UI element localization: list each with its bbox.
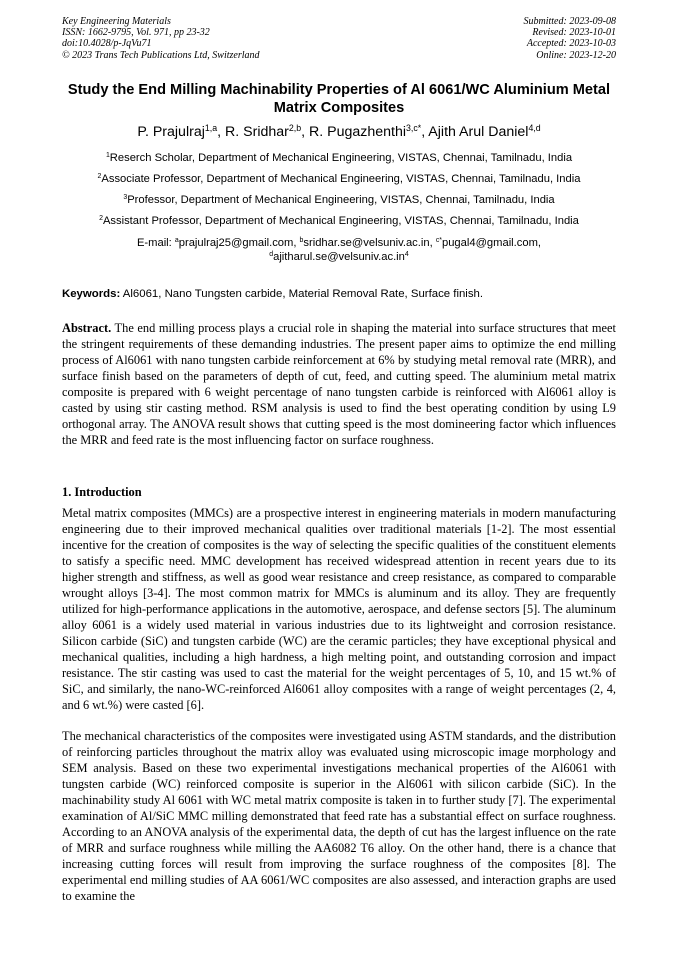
author-list <box>62 123 616 141</box>
email-address[interactable]: pugal4@gmail.com <box>441 237 538 249</box>
author-name: P. Prajulraj <box>137 124 205 140</box>
abstract <box>62 320 616 448</box>
affiliation-1 <box>62 151 616 165</box>
affiliation-number: 2 <box>97 173 102 181</box>
publication-dates <box>524 16 617 61</box>
affiliation-number: 1 <box>105 152 110 160</box>
email-marker: a <box>174 237 179 245</box>
date-accepted: Accepted: 2023-10-03 <box>526 38 616 50</box>
author-separator: , <box>217 124 225 140</box>
paper-title: Study the End Milling Machinability Properties of Al 6061/WC Aluminium Metal Matrix Composites <box>67 82 611 116</box>
intro-paragraph-2: The mechanical characteristics of the composites were investigated using ASTM standards, and the distribution of reinforcing particles throughout the matrix alloy was evaluated using microscopic image morphology and SEM analysis. Based on these two experimental investigations mechanical properties of the Al6061 with tungsten carbide (WC) reinforced composite is superior in the Al6061 with silicon carbide (SiC). In the machinability study Al 6061 with WC metal matrix composite is taken in to further study [7]. The experimental examination of Al/SiC MMC milling demonstrated that feed rate has a substantial effect on surface roughness. According to an ANOVA analysis of the experimental data, the depth of cut has the largest influence on the rate of MRR and surface roughness while milling the AA6082 T6 alloy. On the other hand, there is a chance that increasing cutting forces will result from improving the surface roughness of the composites [8]. The experimental end milling studies of AA 6061/WC composites are also assessed, and interaction graphs are used to examine the <box>62 729 616 903</box>
affiliation-3 <box>62 193 616 207</box>
email-separator: , <box>293 237 300 249</box>
affiliation-text: Professor, Department of Mechanical Engineering, VISTAS, Chennai, Tamilnadu, India <box>127 194 555 206</box>
section-heading-introduction: 1. Introduction <box>62 485 142 499</box>
author-affiliation-marker: 2,b <box>288 123 302 134</box>
author-affiliation-marker: 1,a <box>204 123 218 134</box>
journal-issn: ISSN: 1662-9795, Vol. 971, pp 23-32 <box>62 27 210 39</box>
author-affiliation-marker: 4,d <box>528 123 541 134</box>
affiliation-number: 2 <box>99 215 103 223</box>
intro-paragraph-1: Metal matrix composites (MMCs) are a prospective interest in engineering materials in modern manufacturing engineering due to their improved mechanical qualities over traditional materials [1-2]. The most essential incentive for the creation of composites is the way of selecting the specific qualities of the constituent elements to satisfy a specific need. MMC development has received widespread attention in recent years due to its higher strength and stiffness, as well as good wear resistance and creep resistance, as compared to comparable wrought alloys [3-4]. The most common matrix for MMCs is aluminum and its alloy. They are frequently utilized for high-performance applications in the automotive, aerospace, and defense sectors [5]. The aluminum alloy 6061 is a widely used material in various industries due to its lightweight and corrosion resistance. Silicon carbide (SiC) and tungsten carbide (WC) are the ceramic particles; they have exceptional physical and mechanical qualities, including a high hardness, a high melting point, and outstanding corrosion and impact resistance. The stir casting was used to cast the material for the weight percentages of 5, 10, and 15 wt.% of SiC, and similarly, the nano-WC-reinforced Al6061 alloy composites with a range of weight percentages (2, 4, and 6 wt.%) were casted [6]. <box>62 506 616 712</box>
email-address[interactable]: sridhar.se@velsuniv.ac.in <box>303 237 430 249</box>
affiliation-number: 3 <box>123 194 128 202</box>
journal-info <box>62 16 260 61</box>
journal-doi: doi:10.4028/p-JqVu71 <box>62 38 152 50</box>
email-separator: , <box>537 237 542 249</box>
keywords-label: Keywords: <box>62 288 121 300</box>
affiliation-text: Associate Professor, Department of Mechanical Engineering, VISTAS, Chennai, Tamilnadu, India <box>101 173 581 185</box>
author-emails <box>62 236 616 264</box>
date-submitted: Submitted: 2023-09-08 <box>523 16 616 27</box>
email-line-1 <box>62 236 616 250</box>
author-name: Ajith Arul Daniel <box>428 124 529 140</box>
email-label: E-mail: <box>136 237 175 249</box>
affiliation-text: Assistant Professor, Department of Mechanical Engineering, VISTAS, Chennai, Tamilnadu, India <box>102 215 579 227</box>
email-marker: b <box>299 237 304 245</box>
email-line-2 <box>62 250 616 264</box>
journal-copyright: © 2023 Trans Tech Publications Ltd, Switzerland <box>62 49 260 61</box>
affiliation-4 <box>62 214 616 228</box>
abstract-text: The end milling process plays a crucial role in shaping the material into surface structures that meet the stringent requirements of these demanding industries. The present paper aims to optimize the end milling process of Al6061 with nano tungsten carbide reinforcement at 6% by studying metal removal rate (MRR), and surface finish based on the parameters of depth of cut, feed, and cutting speed. The aluminium metal matrix composite is prepared with 6 weight percentage of nano tungsten carbide is reinforced with Al6061 alloy is casted by using stir casting method. RSM analysis is used to find the best operating condition by using L9 orthogonal array. The ANOVA result shows that cutting speed is the most domineering factor which influences the MRR and feed rate is the most influencing factor on surface roughness. <box>62 321 616 447</box>
journal-name: Key Engineering Materials <box>62 16 171 27</box>
email-separator: , <box>429 237 436 249</box>
abstract-label: Abstract. <box>62 321 112 335</box>
affiliation-text: Reserch Scholar, Department of Mechanical Engineering, VISTAS, Chennai, Tamilnadu, India <box>109 152 573 164</box>
email-trailing-marker: 4 <box>404 251 409 259</box>
affiliation-2 <box>62 172 616 186</box>
email-marker: d <box>269 251 274 259</box>
keywords-text: Al6061, Nano Tungsten carbide, Material Removal Rate, Surface finish. <box>120 288 484 300</box>
keywords <box>62 287 616 301</box>
email-address[interactable]: prajulraj25@gmail.com <box>178 237 294 249</box>
email-marker: c* <box>435 237 442 245</box>
author-name: R. Sridhar <box>225 124 289 140</box>
date-online: Online: 2023-12-20 <box>536 49 616 61</box>
author-name: R. Pugazhenthi <box>309 124 407 140</box>
author-affiliation-marker: 3,c* <box>406 123 422 134</box>
author-separator: , <box>301 124 309 140</box>
email-address[interactable]: ajitharul.se@velsuniv.ac.in <box>273 251 405 263</box>
author-separator: , <box>421 124 429 140</box>
date-revised: Revised: 2023-10-01 <box>532 27 616 39</box>
